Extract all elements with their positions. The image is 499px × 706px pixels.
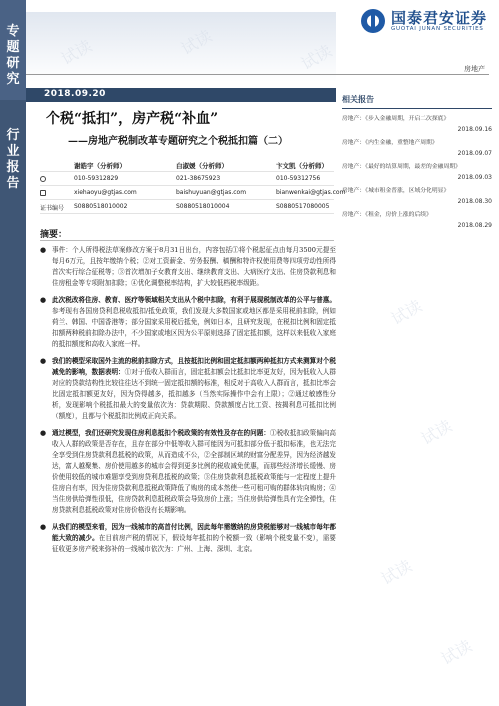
analyst-phone: 010-59312829	[74, 175, 119, 182]
related-report-item[interactable]	[342, 211, 492, 229]
related-report-item[interactable]	[342, 187, 492, 205]
company-name-cn: 国泰君安证券	[390, 9, 487, 27]
sidebar-char: 报	[6, 160, 20, 175]
analyst-certs-row	[40, 200, 334, 214]
date-bar	[26, 88, 336, 102]
analyst-email[interactable]: baishuyuan@gtjas.com	[176, 189, 247, 196]
bullet-bold: 此次税改将住房、教育、医疗等领域相关支出从个税中扣除，有利于展现税制改革的公平与普惠。	[52, 296, 336, 304]
cert-label: 证书编号	[40, 205, 65, 212]
left-sidebar	[0, 0, 26, 706]
sidebar-section-special-research	[0, 24, 26, 88]
analyst-cert: S0880518010002	[74, 203, 128, 210]
sidebar-char: 专	[6, 24, 20, 39]
sidebar-char: 题	[6, 40, 20, 55]
related-reports	[342, 88, 492, 229]
sidebar-section-industry-report	[0, 128, 26, 192]
report-date: 2018.09.20	[44, 89, 106, 99]
analyst-table	[40, 158, 346, 214]
related-report-date: 2018.09.07	[457, 150, 492, 157]
header-banner	[26, 12, 336, 82]
watermark: 试读	[377, 556, 416, 589]
related-report-title[interactable]: 房地产：《最好的结算周期，最差的金融周期》	[342, 164, 461, 170]
watermark: 试读	[437, 636, 476, 669]
bullet-text: 在目前房产税的情况下，假设每年抵扣的个税额一致（影响个税变量不变），需要征收更多房产税来弥补的一线城市依次为：广州、上海、深圳、北京。	[52, 534, 337, 553]
analyst-name: 谢皓宇（分析师）	[74, 162, 126, 170]
related-report-title[interactable]: 房地产：《城市租金普涨，区域分化明显》	[342, 188, 450, 194]
watermark: 试读	[297, 41, 336, 74]
abstract-bullets	[40, 245, 336, 561]
related-report-date: 2018.09.16	[457, 126, 492, 133]
analyst-names-row	[40, 158, 334, 172]
analyst-emails-row	[40, 186, 346, 200]
related-report-date: 2018.08.30	[457, 198, 492, 205]
industry-tag: 房地产	[464, 65, 485, 73]
related-report-date: 2018.08.29	[457, 222, 492, 229]
watermark: 试读	[387, 296, 426, 329]
sidebar-char: 究	[6, 72, 20, 87]
analyst-name: 白淑媛（分析师）	[176, 162, 228, 170]
watermark: 试读	[177, 26, 216, 59]
analyst-name: 卞文凯（分析师）	[276, 162, 328, 170]
related-report-title[interactable]: 房地产：《租金，房价上涨的后续》	[342, 212, 432, 218]
related-report-title[interactable]: 房地产：《内生金融，重整地产周期》	[342, 140, 438, 146]
related-reports-heading: 相关报告	[342, 94, 492, 109]
abstract-divider	[40, 240, 334, 241]
related-report-title[interactable]: 房地产：《步入金融周期，开启二次探底》	[342, 116, 450, 122]
header-divider	[26, 74, 489, 75]
company-name-en: GUOTAI JUNAN SECURITIES	[390, 26, 484, 32]
sidebar-char: 业	[6, 144, 20, 159]
abstract-bullet	[40, 428, 336, 516]
phone-icon	[40, 175, 76, 182]
bullet-bold: 我们的模型采取国外主流的税前扣除方式，且按抵扣比例和固定抵扣额两种抵扣方式来测算对个税减免的影响，数据表明：	[52, 357, 336, 376]
logo-mark-icon	[361, 9, 385, 33]
related-report-item[interactable]	[342, 115, 492, 133]
abstract-bullet	[40, 522, 336, 555]
report-subtitle: ——房地产税制改革专题研究之个税抵扣篇（二）	[68, 136, 288, 147]
analyst-phone: 010-59312756	[276, 175, 321, 182]
analyst-cert: S0880518010004	[176, 203, 230, 210]
related-report-item[interactable]	[342, 163, 492, 181]
analyst-phones-row	[40, 172, 334, 186]
sidebar-char: 研	[6, 56, 20, 71]
bullet-bold: 通过模型，我们还研究发现住房利息抵扣个税政策的有效性及存在的问题：	[52, 429, 270, 437]
bullet-bold: 从我们的模型来看，因为一线城市的高首付比例，因此每年需缴纳的房贷税能够对一线城市每年都能大致的减少。	[52, 523, 336, 542]
abstract-bullet	[40, 295, 336, 350]
analyst-cert: S0880517080005	[276, 203, 330, 210]
company-logo	[361, 8, 487, 34]
related-report-item[interactable]	[342, 139, 492, 157]
sidebar-char: 行	[6, 128, 20, 143]
bullet-text: 事件：个人所得税法草案修改方案于8月31日出台，内容包括①将个税起征点由每月3500元提至每月6万元，且按年缴纳个税；②对工资薪金、劳务报酬、稿酬和特许权使用费等四项劳动性所得首次实行综合征税等；③首次增加子女教育支出、继续教育支出、大病医疗支出、住房贷款利息和住房租金等专项附加扣除；④优化调整税率结构，扩大较低档税率级距。	[52, 246, 336, 287]
abstract-label: 摘要：	[40, 230, 68, 240]
abstract-bullet	[40, 245, 336, 289]
logo-text	[391, 10, 487, 32]
sidebar-char: 告	[6, 176, 20, 191]
watermark: 试读	[57, 36, 96, 69]
analyst-email[interactable]: bianwenkai@gtjas.com	[276, 189, 346, 196]
analyst-phone: 021-38675923	[176, 175, 221, 182]
email-icon	[40, 189, 76, 196]
watermark: 试读	[417, 416, 456, 449]
report-title: 个税“抵扣”，房产税“补血”	[46, 111, 219, 127]
analyst-email[interactable]: xiehaoyu@gtjas.com	[74, 189, 137, 196]
bullet-text: ①税收抵扣政策偏向高收入人群的政策是否存在，且存在部分中低等收入群可能因为可抵扣部分低于抵扣标准，也无法完全享受到住房贷款利息抵税的政策，从而造成不公，②全部制区域的财富分配差异，因为经济越发达，富人越聚集、房价使用越多的城市会得到更多比例的税收减免优惠，而那些经济增长缓慢、房价使用较低的城市难题享受到房贷利息抵税的政策；③住房贷款利息抵税政策能与一定程度上提升住房自有率，因为住房贷款利息抵税政策降低了购房的成本然使一些可租可购的群体转向购房；④当住房供给弹性很低，住房贷款利息抵税政策会导致房价上涨；当住房供给弹性具有完全弹性，住房贷款利息抵税政策对住房价格没有长期影响。	[52, 429, 337, 514]
related-report-date: 2018.09.03	[457, 174, 492, 181]
bullet-text: 参考现有各国房贷利息税收抵扣/抵免政策，我们发现大多数国家或地区都是采用税前扣除，例如荷兰、韩国、中国香港等；部分国家采用税后抵免，例如日本，且研究发现，在税扣比例和固定抵扣额两种税前扣除办法中，不少国家或地区因为公平原则选择了固定抵扣额，这样以来低收入家庭的抵扣额度和高收入家庭一样。	[52, 307, 336, 348]
bullet-text: ①对于低收入群而言，固定抵扣额会比抵扣比率更友好，因为低收入人群对应的贷款结构性比较往往达不到统一固定抵扣额的标准，相反对于高收入人群而言，抵扣比率会比固定抵扣额更友好，因为贷得越多，抵扣越多（当然实际操作中会有上限）；②通过敏感性分析，发现影响个税抵扣最大的变量依次为：贷款期限、贷款额度占比工资、按揭利息可抵扣比例（额度），且都与个税抵扣比例成正向关系。	[52, 368, 337, 420]
abstract-bullet	[40, 356, 336, 422]
